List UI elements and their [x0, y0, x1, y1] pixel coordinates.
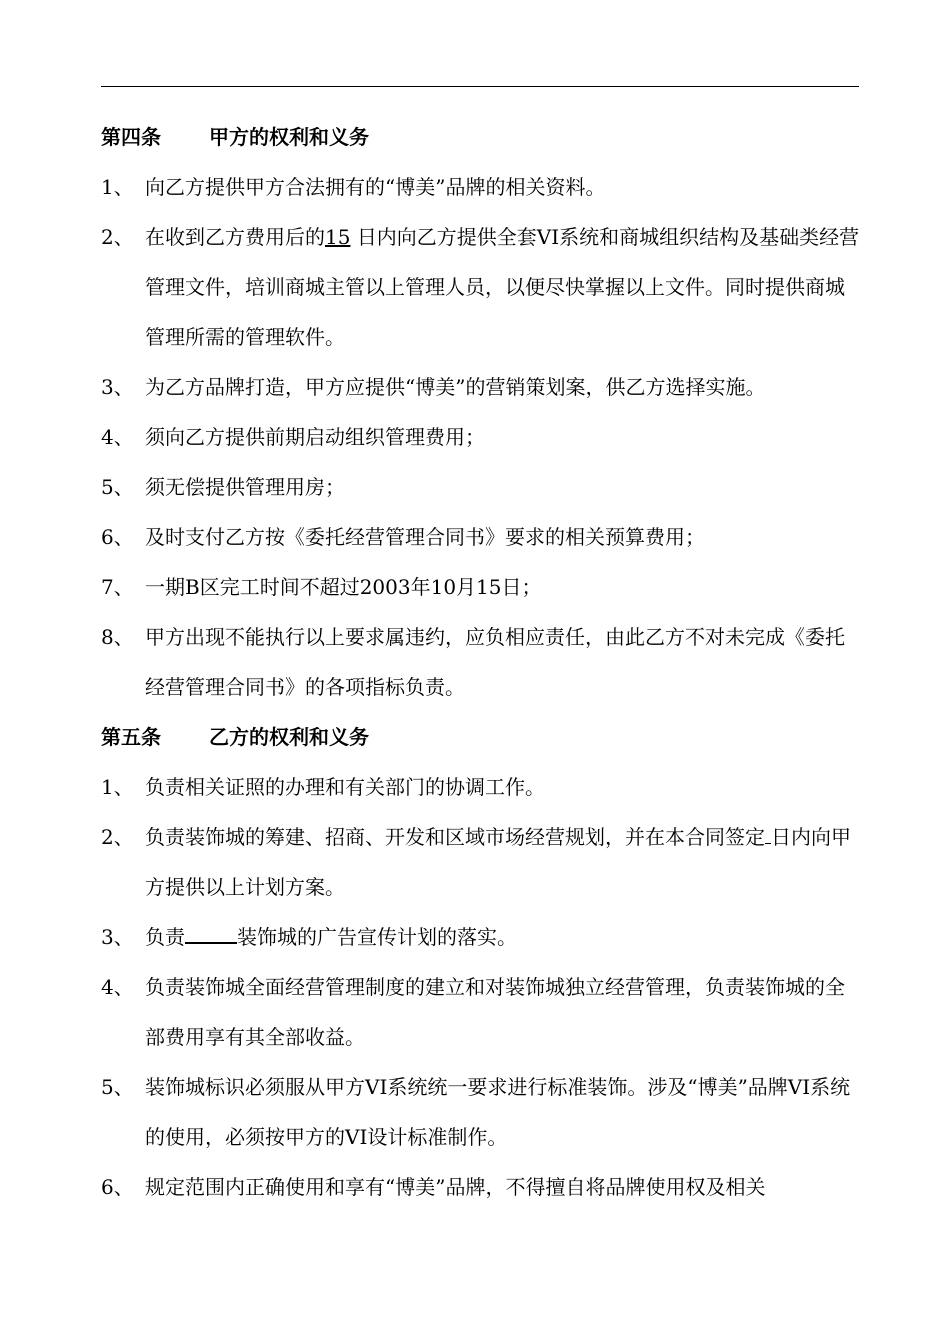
- list-item: 3、 为乙方品牌打造，甲方应提供“博美”的营销策划案，供乙方选择实施。: [101, 375, 766, 399]
- list-item: 2、 在收到乙方费用后的15 日内向乙方提供全套VI系统和商城组织结构及基础类经营管理文件，培训商城主管以上管理人员，以便尽快掌握以上文件。同时提供商城管理所需的管理软件。: [101, 225, 860, 349]
- list-item: 5、 装饰城标识必须服从甲方VI系统统一要求进行标准装饰。涉及“博美”品牌VI系统的使用，必须按甲方的VI设计标准制作。: [101, 1075, 851, 1149]
- section-4-title: 甲方的权利和义务: [209, 125, 369, 149]
- document-body: [101, 112, 861, 1212]
- list-item: 5、 须无偿提供管理用房；: [101, 475, 345, 499]
- section-5-heading: [101, 712, 861, 762]
- header-rule: [101, 86, 859, 87]
- section-5-label: 第五条: [101, 725, 161, 749]
- blank-line: [185, 924, 237, 944]
- list-item: 6、 规定范围内正确使用和享有“博美”品牌，不得擅自将品牌使用权及相关: [101, 1175, 766, 1199]
- list-item: 1、 负责相关证照的办理和有关部门的协调工作。: [101, 775, 545, 799]
- section-5-title: 乙方的权利和义务: [209, 725, 369, 749]
- section-4-heading: [101, 112, 861, 162]
- list-item: 3、 负责 装饰城的广告宣传计划的落实。: [101, 925, 517, 949]
- list-item: 4、 须向乙方提供前期启动组织管理费用；: [101, 425, 485, 449]
- list-item: 7、 一期B区完工时间不超过2003年10月15日；: [101, 575, 542, 599]
- days-value: 15: [325, 225, 351, 249]
- list-item: 4、 负责装饰城全面经营管理制度的建立和对装饰城独立经营管理，负责装饰城的全部费用享有其全部收益。: [101, 975, 845, 1049]
- section-4-label: 第四条: [101, 125, 161, 149]
- list-item: 2、 负责装饰城的筹建、招商、开发和区域市场经营规划，并在本合同签定 日内向甲方提供以上计划方案。: [101, 825, 851, 899]
- list-item: 8、 甲方出现不能执行以上要求属违约，应负相应责任，由此乙方不对未完成《委托经营管理合同书》的各项指标负责。: [101, 625, 845, 699]
- list-item: 6、 及时支付乙方按《委托经营管理合同书》要求的相关预算费用；: [101, 525, 705, 549]
- list-item: 1、 向乙方提供甲方合法拥有的“博美”品牌的相关资料。: [101, 175, 606, 199]
